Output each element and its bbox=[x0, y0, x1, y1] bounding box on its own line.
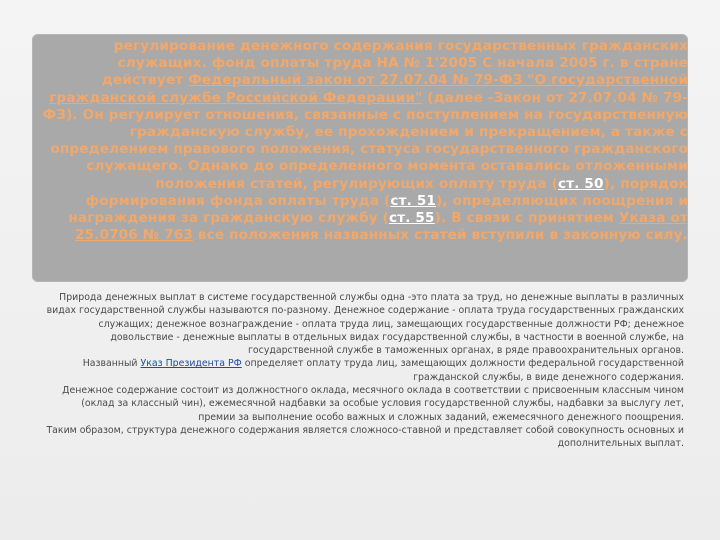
paragraph-decree bbox=[44, 357, 684, 384]
paragraph-payments-nature: Природа денежных выплат в системе государственной службы одна -это плата за труд, но денежные выплаты в различных видах государственной службы называются по-разному. Денежное содержание - оплата труда государственных гражданских служащих; денежное вознаграждение - оплата труда лиц, замещающих государственные должности РФ; денежное довольствие - денежные выплаты в отдельных видах государственной службы, в частности в военной службе, на государственной службе в таможенных органах, в ряде правоохранительных органов. bbox=[46, 292, 684, 357]
title-text-2: (далее -Закон от 27.07.04 № 79-ФЗ). Он регулирует отношения, связанные с поступлением на государственную гражданскую службу, ее прохождением и прекращением, а также с определением правового положения, статуса государственного гражданского служащего. Однако до определенного момента оставались отложенными положения статей, регулирующих оплату труда ( bbox=[42, 89, 688, 192]
article-51-link[interactable]: ст. 51 bbox=[390, 192, 437, 209]
body-text bbox=[44, 291, 684, 451]
title-text-1: регулирование денежного содержания государственных гражданских служащих. фонд оплаты труда НА № 1'2005 С начала 2005 г. в стране действует bbox=[101, 38, 688, 89]
slide-title bbox=[40, 38, 688, 244]
paragraph-salary-composition: Денежное содержание состоит из должностного оклада, месячного оклада в соответствии с присвоенным классным чином (оклад за классный чин), ежемесячной надбавки за особые условия государственной службы, надбавки за выслугу лет, премии за выполнение особо важных и сложных заданий, ежемесячного денежного поощрения. bbox=[62, 385, 684, 423]
title-text-6: все положения названных статей вступили в законную силу. bbox=[193, 227, 688, 244]
article-55-link[interactable]: ст. 55 bbox=[389, 210, 435, 227]
decree-link[interactable]: Указа от 25.0706 № 763 bbox=[74, 210, 688, 244]
president-decree-link[interactable]: Указ Президента РФ bbox=[140, 358, 242, 370]
federal-law-link[interactable]: Федеральный закон от 27.07.04 № 79-ФЗ "О государственной гражданской службе Российской Федерации" bbox=[49, 72, 688, 106]
paragraph-decree-after: определяет оплату труда лиц, замещающих должности федеральной государственной гражданской службы, в виде денежного содержания. bbox=[241, 358, 684, 383]
article-50-link[interactable]: ст. 50 bbox=[558, 175, 604, 192]
title-text-3: ), порядок формирования фонда оплаты труда ( bbox=[85, 175, 688, 209]
title-text-4: ), определяющих поощрения и награждения за гражданскую службу ( bbox=[68, 192, 688, 227]
title-text-5: ). В связи с принятием bbox=[434, 210, 619, 227]
paragraph-decree-before: Названный bbox=[82, 358, 141, 370]
paragraph-conclusion: Таким образом, структура денежного содержания является сложносо-ставной и представляет собой совокупность основных и дополнительных выплат. bbox=[46, 424, 684, 450]
